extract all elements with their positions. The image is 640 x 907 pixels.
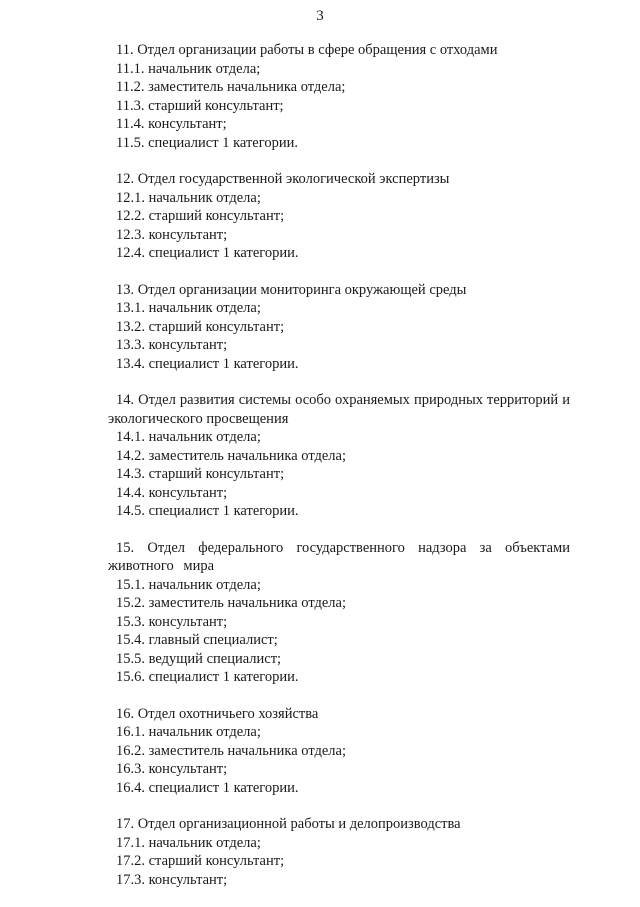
section-title: 16. Отдел охотничьего хозяйства bbox=[116, 705, 319, 722]
list-item: 13.3. консультант; bbox=[116, 337, 228, 353]
list-item: 14.2. заместитель начальника отдела; bbox=[116, 447, 346, 464]
list-item: 15.1. начальник отдела; bbox=[116, 576, 261, 593]
list-item: 12.4. специалист 1 категории. bbox=[116, 245, 299, 261]
list-item: 14.1. начальник отдела; bbox=[116, 429, 261, 445]
list-item: 15.2. заместитель начальника отдела; bbox=[116, 595, 346, 611]
list-item: 17.1. начальник отдела; bbox=[116, 834, 261, 851]
list-item: 14.5. специалист 1 категории. bbox=[116, 503, 299, 519]
section-17 bbox=[116, 815, 570, 889]
list-item: 16.4. специалист 1 категории. bbox=[116, 779, 299, 796]
section-title: 14. Отдел развития системы особо охраняемых природных территорий и экологического просвещения bbox=[108, 392, 570, 427]
section-14 bbox=[108, 391, 570, 521]
list-item: 14.3. старший консультант; bbox=[116, 466, 285, 482]
list-item: 17.3. консультант; bbox=[116, 871, 228, 888]
list-item: 16.2. заместитель начальника отдела; bbox=[116, 742, 346, 759]
section-title: 17. Отдел организационной работы и делопроизводства bbox=[116, 816, 461, 832]
list-item: 13.2. старший консультант; bbox=[116, 318, 285, 335]
section-title: 12. Отдел государственной экологической экспертизы bbox=[116, 171, 450, 187]
list-item: 15.6. специалист 1 категории. bbox=[116, 669, 299, 685]
section-title: 11. Отдел организации работы в сфере обращения с отходами bbox=[116, 42, 498, 58]
list-item: 11.2. заместитель начальника отдела; bbox=[116, 79, 346, 95]
section-15 bbox=[108, 539, 570, 687]
list-item: 15.4. главный специалист; bbox=[116, 632, 278, 648]
list-item: 12.2. старший консультант; bbox=[116, 208, 285, 224]
list-item: 11.1. начальник отдела; bbox=[116, 60, 261, 77]
list-item: 12.1. начальник отдела; bbox=[116, 189, 261, 206]
list-item: 13.1. начальник отдела; bbox=[116, 300, 261, 316]
page-number: 3 bbox=[316, 8, 324, 24]
list-item: 15.5. ведущий специалист; bbox=[116, 650, 282, 667]
section-16 bbox=[116, 705, 570, 798]
document-body bbox=[108, 41, 570, 907]
list-item: 13.4. специалист 1 категории. bbox=[116, 355, 299, 372]
list-item: 11.3. старший консультант; bbox=[116, 97, 284, 114]
section-title: 13. Отдел организации мониторинга окружающей среды bbox=[116, 281, 467, 298]
list-item: 11.4. консультант; bbox=[116, 116, 227, 132]
section-12 bbox=[116, 170, 570, 263]
section-13 bbox=[116, 281, 570, 374]
list-item: 16.3. консультант; bbox=[116, 761, 228, 777]
section-11 bbox=[116, 41, 570, 152]
list-item: 15.3. консультант; bbox=[116, 613, 228, 630]
list-item: 16.1. начальник отдела; bbox=[116, 724, 261, 740]
list-item: 11.5. специалист 1 категории. bbox=[116, 134, 298, 151]
list-item: 12.3. консультант; bbox=[116, 226, 228, 243]
section-title: 15. Отдел федерального государственного надзора за объектами животного мира bbox=[108, 539, 570, 574]
list-item: 17.2. старший консультант; bbox=[116, 853, 285, 869]
list-item: 14.4. консультант; bbox=[116, 484, 228, 501]
